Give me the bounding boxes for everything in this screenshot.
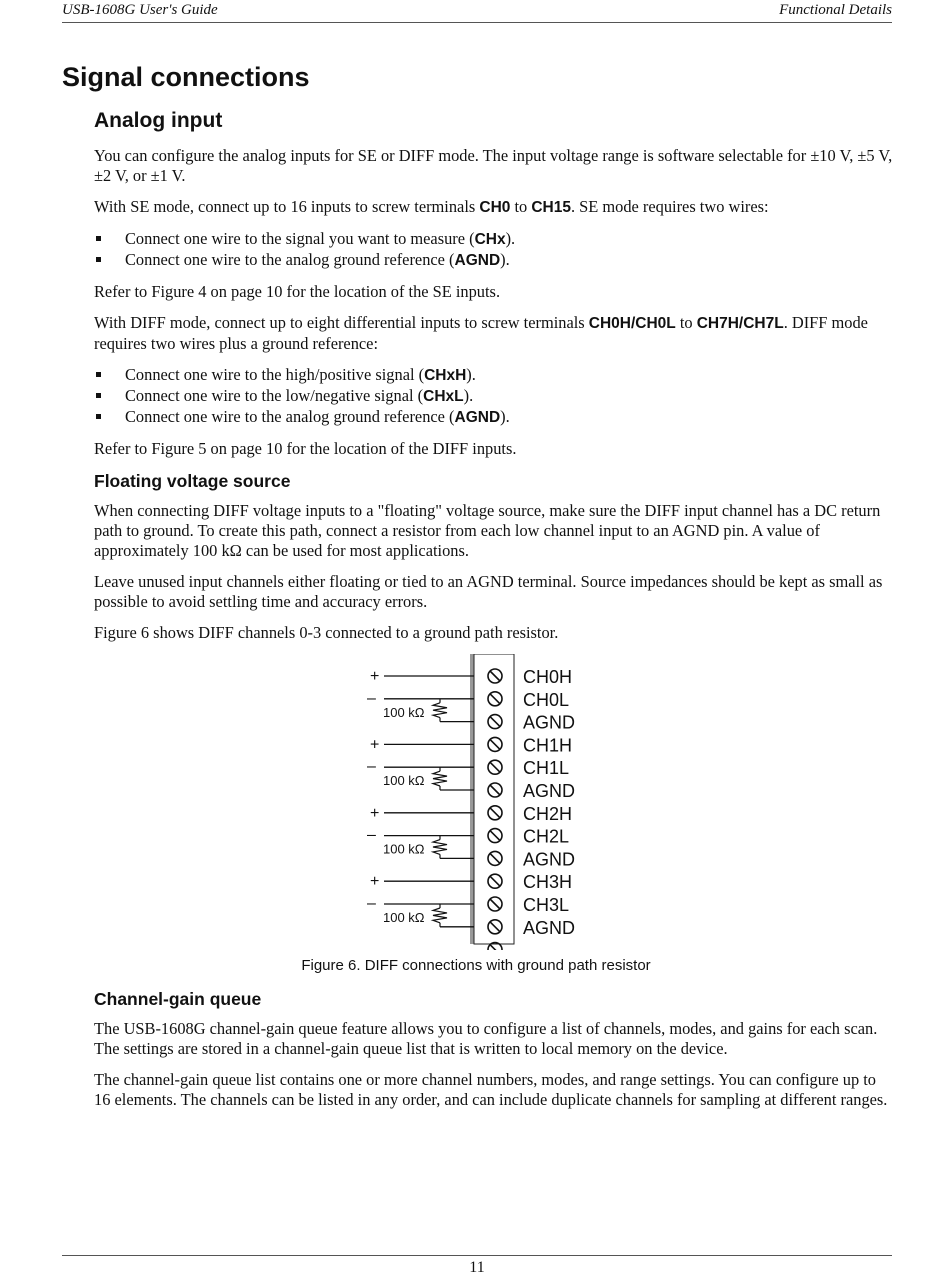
queue-heading: Channel-gain queue — [94, 989, 262, 1009]
main-content — [94, 107, 894, 1121]
item-text-end: ). — [500, 250, 510, 269]
diff-mode-paragraph — [94, 313, 894, 354]
analog-input-intro: You can configure the analog inputs for SE or DIFF mode. The input voltage range is software selectable for ±10 V, ±5 V, ±2 V, or ±1 V. — [94, 146, 893, 185]
se-term-start: CH0 — [479, 199, 511, 216]
page-title: Signal connections — [62, 62, 310, 92]
terminal-label: CH2L — [523, 826, 570, 847]
page-number: 11 — [469, 1259, 485, 1276]
floating-paragraph-2: Leave unused input channels either floating or tied to an AGND terminal. Source impedances should be kept as small as possible to avoid settling time and accuracy errors. — [94, 572, 883, 611]
list-item — [94, 386, 894, 407]
item-text: Connect one wire to the signal you want to measure ( — [125, 229, 475, 248]
minus-sign: – — [367, 826, 376, 844]
diff-wire-list — [94, 365, 894, 428]
minus-sign: – — [367, 758, 376, 776]
header-right: Functional Details — [779, 2, 892, 18]
se-text-c: to — [510, 197, 532, 216]
terminal-label: AGND — [523, 781, 576, 801]
terminal-label: CH2H — [523, 803, 573, 824]
header-left: USB-1608G User's Guide — [62, 2, 218, 18]
item-text: Connect one wire to the high/positive signal ( — [125, 365, 425, 384]
diff-reference: Refer to Figure 5 on page 10 for the location of the DIFF inputs. — [94, 439, 517, 458]
resistor-icon — [433, 771, 447, 786]
terminal-strip-shadow — [470, 654, 474, 944]
item-text: Connect one wire to the analog ground reference ( — [125, 250, 455, 269]
terminal-label: CH1L — [523, 758, 570, 779]
resistor-label: 100 kΩ — [383, 773, 425, 789]
queue-paragraph-1: The USB-1608G channel-gain queue feature allows you to configure a list of channels, modes, and gains for each scan. The settings are stored in a channel-gain queue list that is written to local memory on the device. — [94, 1019, 878, 1058]
page-footer — [62, 1255, 892, 1276]
se-reference: Refer to Figure 4 on page 10 for the location of the SE inputs. — [94, 282, 501, 301]
terminal-label: CH3L — [523, 895, 570, 915]
resistor-label: 100 kΩ — [383, 704, 425, 720]
item-term: AGND — [454, 252, 501, 269]
resistor-label: 100 kΩ — [383, 841, 425, 857]
resistor-icon — [433, 840, 447, 855]
screw-slot — [490, 945, 500, 950]
se-wire-list — [94, 229, 894, 271]
item-text: Connect one wire to the analog ground reference ( — [125, 407, 455, 426]
item-term: CHxL — [423, 388, 464, 405]
diff-text-d: . DIFF mode requires two wires plus a ground reference: — [94, 313, 868, 353]
resistor-icon — [433, 703, 447, 718]
plus-sign: + — [370, 736, 380, 754]
se-text-a: With SE mode, connect up to 16 inputs to screw terminals — [94, 197, 480, 216]
diff-term-end: CH7H/CH7L — [696, 315, 784, 332]
se-term-end: CH15 — [531, 199, 571, 216]
figure-6 — [94, 654, 894, 988]
figure-caption: Figure 6. DIFF connections with ground path resistor — [301, 957, 651, 974]
diff-text-c: to — [675, 313, 697, 332]
floating-paragraph-1: When connecting DIFF voltage inputs to a "floating" voltage source, make sure the DIFF input channel has a DC return path to ground. To create this path, connect a resistor from each low channel input to an AGND pin. A value of approximately 100 kΩ can be used for most applications. — [94, 501, 881, 560]
plus-sign: + — [370, 804, 380, 822]
terminal-label: AGND — [523, 712, 576, 733]
terminal-label: CH0H — [523, 667, 573, 687]
item-term: CHx — [474, 231, 506, 248]
item-text-end: ). — [505, 229, 516, 248]
analog-input-heading: Analog input — [94, 109, 223, 132]
terminal-label: AGND — [523, 849, 576, 870]
diff-term-start: CH0H/CH0L — [588, 315, 676, 332]
item-term: CHxH — [424, 367, 467, 384]
list-item — [94, 365, 894, 386]
item-text: Connect one wire to the low/negative signal ( — [125, 386, 424, 405]
resistor-label: 100 kΩ — [383, 910, 425, 925]
diff-connection-diagram — [94, 654, 894, 950]
resistor-icon — [433, 908, 447, 923]
minus-sign: – — [367, 689, 376, 707]
list-item — [94, 407, 894, 428]
item-term: AGND — [454, 409, 501, 426]
se-mode-paragraph — [94, 197, 894, 218]
terminal-label: CH1H — [523, 735, 573, 756]
plus-sign: + — [370, 668, 380, 685]
plus-sign: + — [370, 873, 380, 891]
diff-text-a: With DIFF mode, connect up to eight differential inputs to screw terminals — [94, 313, 589, 332]
se-text-d: . SE mode requires two wires: — [570, 197, 769, 216]
terminal-label: AGND — [523, 917, 576, 938]
terminal-label: CH3H — [523, 872, 573, 893]
item-text-end: ). — [466, 365, 476, 384]
item-text-end: ). — [500, 407, 510, 426]
floating-paragraph-3: Figure 6 shows DIFF channels 0-3 connected to a ground path resistor. — [94, 623, 559, 642]
list-item — [94, 229, 894, 250]
minus-sign: – — [367, 895, 376, 912]
list-item — [94, 250, 894, 271]
floating-heading: Floating voltage source — [94, 471, 291, 491]
queue-paragraph-2: The channel-gain queue list contains one or more channel numbers, modes, and range settings. You can configure up to 16 elements. The channels can be listed in any order, and can include duplicate channels for sampling at different ranges. — [94, 1070, 888, 1109]
terminal-label: CH0L — [523, 689, 570, 710]
item-text-end: ). — [463, 386, 474, 405]
page-header — [62, 0, 892, 23]
